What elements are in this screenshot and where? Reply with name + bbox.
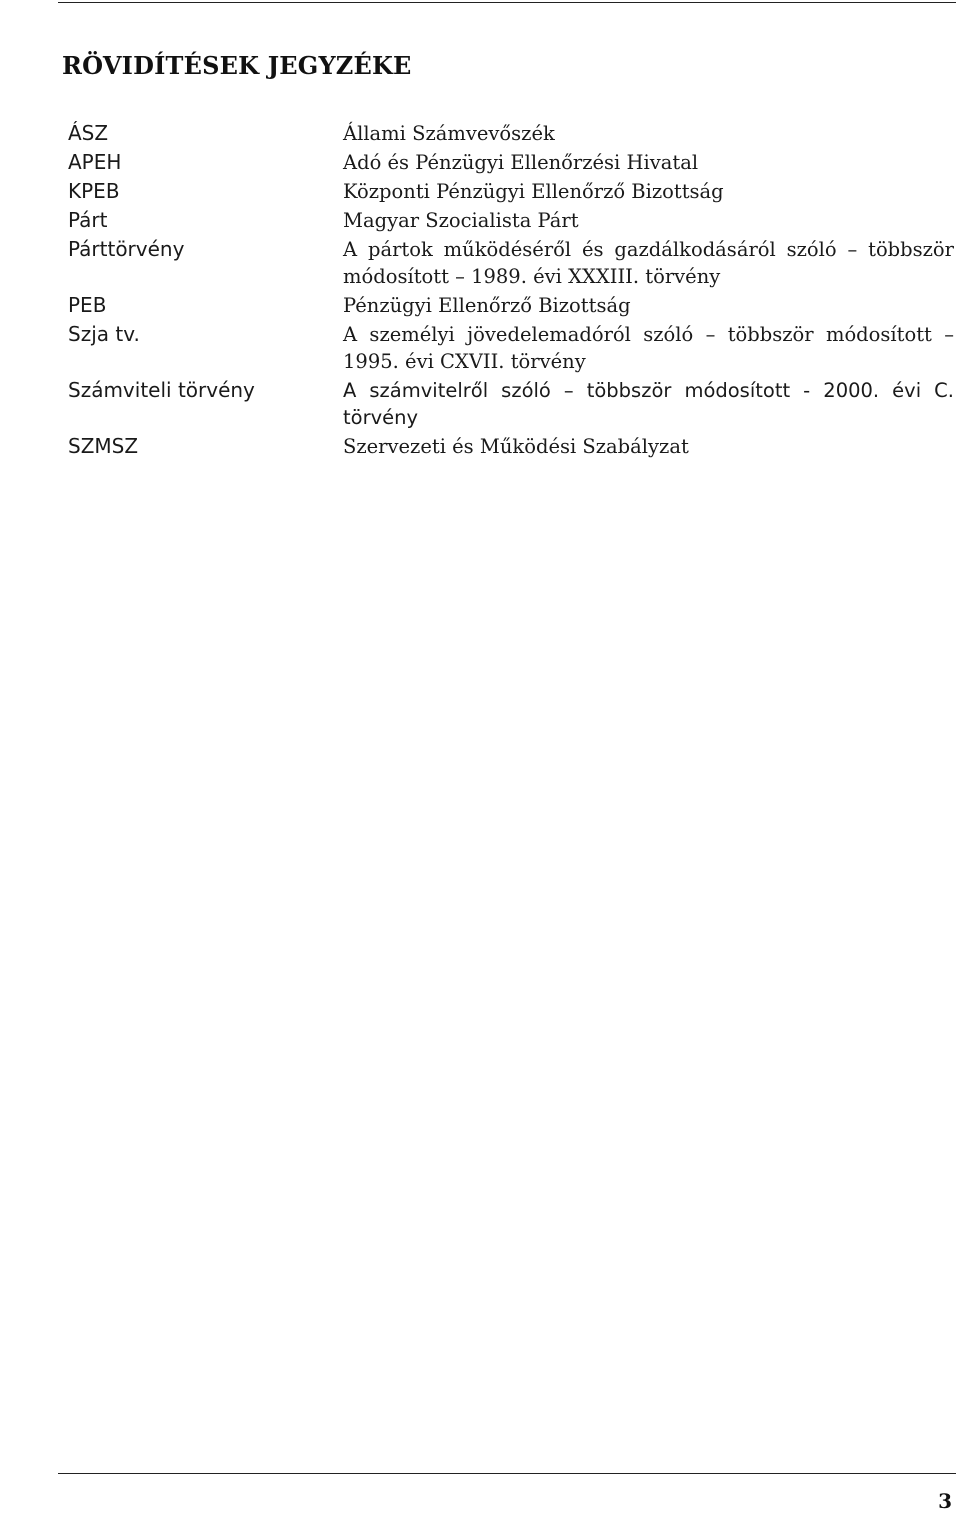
abbreviation-definition: Központi Pénzügyi Ellenőrző Bizottság — [343, 180, 724, 203]
abbreviation-row — [68, 290, 958, 319]
abbreviation-row — [68, 319, 958, 375]
abbreviation-term: SZMSZ — [68, 434, 139, 458]
abbreviation-row — [68, 234, 958, 290]
abbreviation-definition: A pártok működéséről és gazdálkodásáról szóló – többször módosított – 1989. évi XXXIII. törvény — [343, 238, 954, 288]
abbreviation-definition: Adó és Pénzügyi Ellenőrzési Hivatal — [343, 151, 699, 174]
abbreviation-list — [68, 118, 958, 460]
abbreviation-definition: A számvitelről szóló – többször módosított - 2000. évi C. törvény — [343, 379, 954, 429]
abbreviation-row — [68, 118, 958, 147]
abbreviation-row — [68, 176, 958, 205]
abbreviation-row — [68, 147, 958, 176]
abbreviation-term: KPEB — [68, 179, 120, 203]
abbreviation-term: PEB — [68, 293, 107, 317]
page-number: 3 — [938, 1489, 952, 1513]
abbreviation-row — [68, 375, 958, 431]
abbreviation-term: APEH — [68, 150, 122, 174]
abbreviation-term: Párttörvény — [68, 237, 185, 261]
abbreviation-term: Párt — [68, 208, 108, 232]
abbreviation-term: ÁSZ — [68, 121, 109, 145]
bottom-rule — [58, 1473, 956, 1474]
abbreviation-definition: A személyi jövedelemadóról szóló – többször módosított – 1995. évi CXVII. törvény — [343, 323, 954, 373]
abbreviation-term: Szja tv. — [68, 322, 140, 346]
abbreviation-definition: Pénzügyi Ellenőrző Bizottság — [343, 294, 631, 317]
abbreviation-definition: Állami Számvevőszék — [343, 122, 555, 145]
top-rule — [58, 2, 956, 3]
abbreviation-row — [68, 205, 958, 234]
abbreviation-definition: Magyar Szocialista Párt — [343, 209, 579, 232]
page-title: RÖVIDÍTÉSEK JEGYZÉKE — [62, 51, 412, 80]
abbreviation-term: Számviteli törvény — [68, 378, 255, 402]
abbreviation-row — [68, 431, 958, 460]
abbreviation-definition: Szervezeti és Működési Szabályzat — [343, 435, 689, 458]
